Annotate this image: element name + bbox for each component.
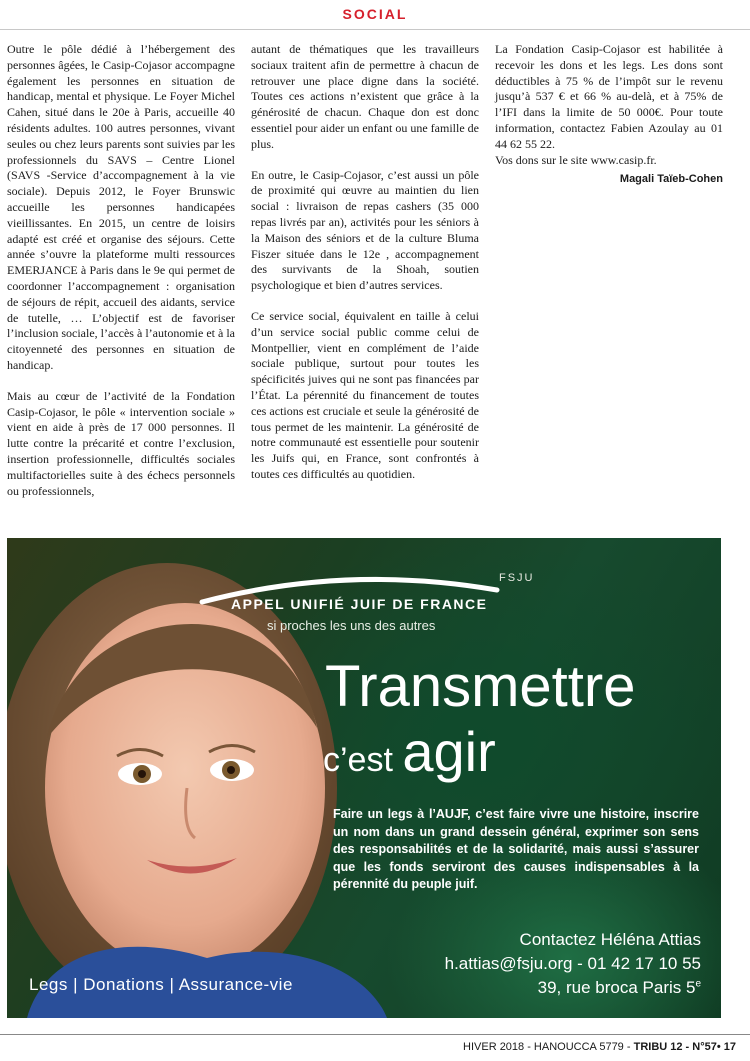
headline-prefix: c’est xyxy=(323,741,403,779)
contact-address xyxy=(538,978,701,998)
address-text: 39, rue broca Paris 5 xyxy=(537,978,696,997)
ad-tagline: Legs | Donations | Assurance-vie xyxy=(29,975,293,994)
organization-name: APPEL UNIFIÉ JUIF DE FRANCE xyxy=(231,596,488,612)
ad-headline-line-1: Transmettre xyxy=(325,654,636,719)
magazine-page-number: TRIBU 12 - N°57• 17 xyxy=(633,1041,736,1053)
ad-headline-line-2 xyxy=(323,720,496,783)
page-footer xyxy=(463,1041,736,1053)
issue-info: HIVER 2018 - HANOUCCA 5779 - xyxy=(463,1041,634,1053)
address-superscript: e xyxy=(695,978,701,990)
website-line: Vos dons sur le site www.casip.fr. xyxy=(495,152,657,167)
paragraph: Outre le pôle dédié à l’hébergement des personnes âgées, le Casip-Cojasor accompagne également les personnes en situation de handicap, mental et physique. Le Foyer Michel Cahen, situé dans le 20e à Paris, accueille 40 résidents adultes. 100 autres personnes, vivant seules ou chez leurs parents sont suivies par les professionnels du SAVS – Centre Lionel (SAVS -Service d’accompagnement à la vie sociale). Depuis 2012, le Foyer Brunswic accueille les personnes handicapées vieillissantes. En 2015, un centre de loisirs adapté est créé et organise des séjours. Cette année s’ouvre la plateforme multi ressources EMERJANCE à Paris dans le 9e qui permet de coordonner l’accompagnement : organisation de séjours de répit, accueil des aidants, service de tutelle, … L’objectif est de favoriser l’inclusion sociale, l’accès à l’autonomie et à la citoyenneté des personnes en situation de handicap. xyxy=(7,42,235,372)
footer-rule xyxy=(0,1034,750,1035)
headline-emphasis: agir xyxy=(402,720,496,783)
header-rule xyxy=(0,29,750,30)
paragraph: La Fondation Casip-Cojasor est habilitée à recevoir les dons et les legs. Les dons sont déductibles à 75 % de l’impôt sur le revenu jusqu’à 537 € et 66 % au-delà, et à 75% de l’IFI dans la limite de 50 000€. Pour toute information, contactez Fabien Azoulay au 01 44 62 55 22. xyxy=(495,42,723,151)
advertisement xyxy=(7,538,721,1018)
ad-body-text: Faire un legs à l’AUJF, c’est faire vivre une histoire, inscrire un nom dans un grand dessein général, exprimer son sens des responsabilités et de la solidarité, mais aussi s’assurer que les fonds serviront des causes indispensables à la pérennité du peuple juif. xyxy=(333,807,699,892)
paragraph: En outre, le Casip-Cojasor, c’est aussi un pôle de proximité qui œuvre au maintien du lien social : livraison de repas cashers (35 000 repas livrés par an), activités pour les séniors à la Maison des séniors et de la culture Bluma Fiszer située dans le 12e , accompagnement des survivants de la Shoah, soutien psychologique et bien d’autres services. xyxy=(251,167,479,293)
article-column-3 xyxy=(495,42,723,188)
contact-email-phone: h.attias@fsju.org - 01 42 17 10 55 xyxy=(444,954,701,973)
article-column-2 xyxy=(251,42,479,498)
section-title: SOCIAL xyxy=(342,6,408,22)
article-column-1 xyxy=(7,42,235,514)
paragraph: Mais au cœur de l’activité de la Fondation Casip-Cojasor, le pôle « intervention sociale » vient en aide à près de 17 000 personnes. Il lutte contre la précarité et contre l’exclusion, insertion professionnelle, difficultés sociales multifactorielles suite à des échecs personnels ou professionnels, xyxy=(7,388,235,498)
section-header xyxy=(0,0,750,30)
author-signature: Magali Taïeb-Cohen xyxy=(619,173,723,186)
paragraph: Ce service social, équivalent en taille à celui d’un service social public comme celui de Montpellier, vient en complément de l’aide sociale publique, surtout pour toutes les spécificités juives qui ne sont pas financées par l’État. La pérennité du financement de toutes ces actions est cruciale et seule la générosité de tous permet de les maintenir. La générosité de notre communauté est essentielle pour soutenir les Juifs qui, en France, sont confrontés à toutes ces difficultés au quotidien. xyxy=(251,308,479,481)
contact-name: Contactez Héléna Attias xyxy=(519,930,701,949)
fsju-logo-text: FSJU xyxy=(499,572,535,584)
paragraph: autant de thématiques que les travailleurs sociaux traitent afin de permettre à chacun de retrouver une place digne dans la société. Toutes ces actions n’existent que grâce à la générosité de chacun. Chaque don est donc essentiel pour aider un enfant ou une famille de plus. xyxy=(251,42,479,151)
organization-slogan: si proches les uns des autres xyxy=(267,618,436,633)
